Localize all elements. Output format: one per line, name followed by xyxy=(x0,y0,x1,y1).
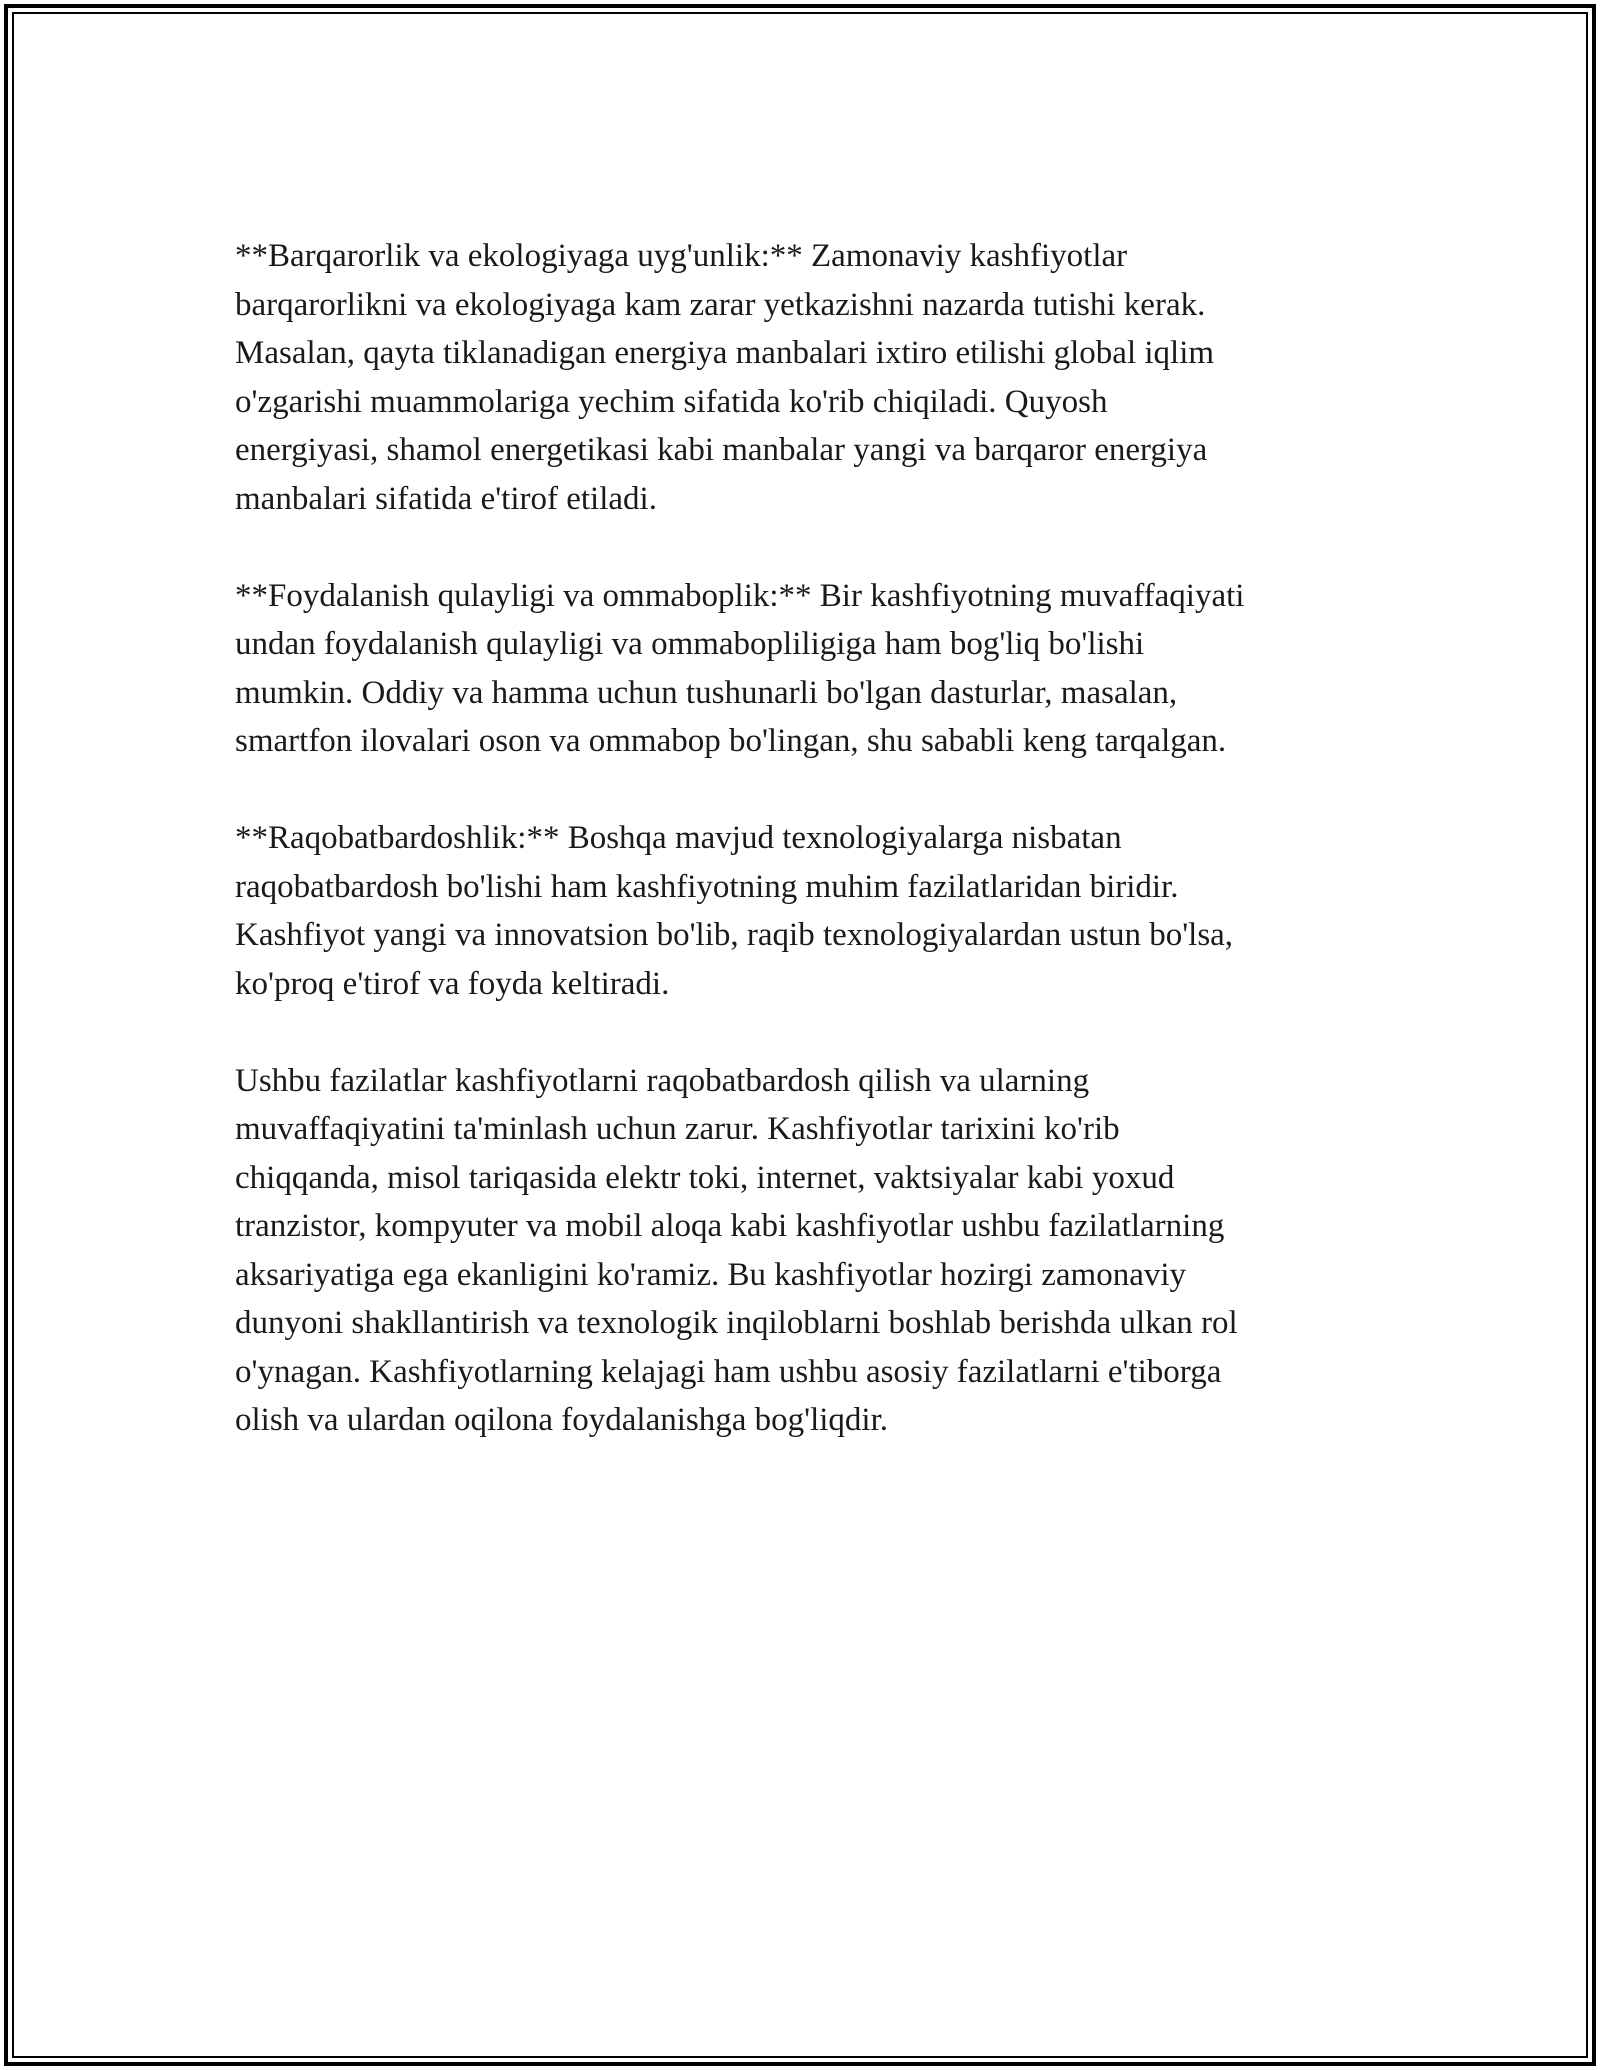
text-line: **Foydalanish qulayligi va ommaboplik:** Bir kashfiyotning muvaffaqiyati xyxy=(235,577,1245,614)
text-line: Kashfiyot yangi va innovatsion bo'lib, raqib texnologiyalardan ustun bo'lsa, xyxy=(235,917,1234,953)
text-line: **Barqarorlik va ekologiyaga uyg'unlik:** Zamonaviy kashfiyotlar xyxy=(235,238,1128,274)
text-line: raqobatbardosh bo'lishi ham kashfiyotning muhim fazilatlaridan biridir. xyxy=(235,868,1179,905)
text-line: manbalari sifatida e'tirof etiladi. xyxy=(235,480,657,517)
paragraph-sustainability xyxy=(235,232,1385,523)
text-line: Masalan, qayta tiklanadigan energiya manbalari ixtiro etilishi global iqlim xyxy=(235,335,1215,371)
text-line: o'ynagan. Kashfiyotlarning kelajagi ham ushbu asosiy fazilatlarni e'tiborga xyxy=(235,1353,1222,1390)
document-body xyxy=(235,232,1385,1493)
paragraph-usability xyxy=(235,572,1385,766)
text-line: **Raqobatbardoshlik:** Boshqa mavjud texnologiyalarga nisbatan xyxy=(235,820,1122,856)
paragraph-competitiveness xyxy=(235,814,1385,1008)
text-line: mumkin. Oddiy va hamma uchun tushunarli bo'lgan dasturlar, masalan, xyxy=(235,674,1178,711)
paragraph-conclusion xyxy=(235,1057,1385,1445)
text-line: muvaffaqiyatini ta'minlash uchun zarur. Kashfiyotlar tarixini ko'rib xyxy=(235,1111,1120,1147)
text-line: undan foydalanish qulayligi va ommabopliligiga ham bog'liq bo'lishi xyxy=(235,626,1145,662)
text-line: Ushbu fazilatlar kashfiyotlarni raqobatbardosh qilish va ularning xyxy=(235,1062,1090,1099)
text-line: smartfon ilovalari oson va ommabop bo'lingan, shu sababli keng tarqalgan. xyxy=(235,723,1227,759)
text-line: energiyasi, shamol energetikasi kabi manbalar yangi va barqaror energiya xyxy=(235,432,1208,468)
text-line: ko'proq e'tirof va foyda keltiradi. xyxy=(235,965,670,1002)
text-line: barqarorlikni va ekologiyaga kam zarar yetkazishni nazarda tutishi kerak. xyxy=(235,286,1206,323)
text-line: chiqqanda, misol tariqasida elektr toki, internet, vaktsiyalar kabi yoxud xyxy=(235,1159,1175,1196)
text-line: dunyoni shakllantirish va texnologik inqiloblarni boshlab berishda ulkan rol xyxy=(235,1305,1238,1341)
text-line: o'zgarishi muammolariga yechim sifatida ko'rib chiqiladi. Quyosh xyxy=(235,383,1108,420)
text-line: olish va ulardan oqilona foydalanishga bog'liqdir. xyxy=(235,1402,888,1438)
text-line: aksariyatiga ega ekanligini ko'ramiz. Bu kashfiyotlar hozirgi zamonaviy xyxy=(235,1256,1187,1293)
text-line: tranzistor, kompyuter va mobil aloqa kabi kashfiyotlar ushbu fazilatlarning xyxy=(235,1208,1225,1244)
